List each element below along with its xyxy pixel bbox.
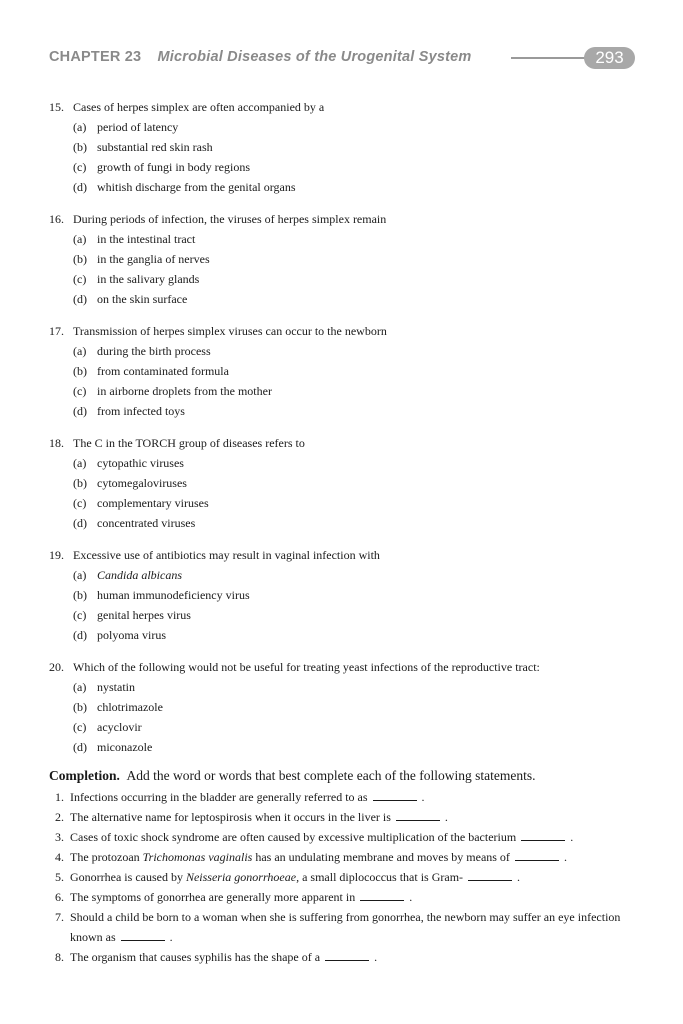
- option-text: Candida albicans: [97, 568, 183, 582]
- question-stem: Excessive use of antibiotics may result in vaginal infection with: [73, 548, 380, 562]
- option-text: in the intestinal tract: [97, 232, 196, 246]
- completion-text-end: .: [169, 930, 173, 944]
- option-label: (a): [73, 680, 87, 694]
- option-text: whitish discharge from the genital organs: [97, 180, 296, 194]
- option-text: period of latency: [97, 120, 179, 134]
- page-header: [49, 47, 639, 71]
- option-label: (c): [73, 496, 87, 510]
- chapter-title: Microbial Diseases of the Urogenital System: [157, 49, 472, 65]
- option-label: (a): [73, 344, 87, 358]
- option-label: (c): [73, 384, 87, 398]
- organism-name: Neisseria gonorrhoeae,: [185, 870, 300, 884]
- question-stem-line: [49, 657, 649, 677]
- answer-option: [49, 677, 649, 697]
- answer-option: [49, 117, 649, 137]
- answer-option: [49, 565, 649, 585]
- completion-text-body: The symptoms of gonorrhea are generally more apparent in: [70, 890, 356, 904]
- answer-option: [49, 341, 649, 361]
- question-stem-line: [49, 545, 649, 565]
- answer-option: [49, 157, 649, 177]
- option-text: genital herpes virus: [97, 608, 191, 622]
- completion-item: [49, 907, 639, 947]
- question-stem: Which of the following would not be useful for treating yeast infections of the reproductive tract:: [73, 660, 540, 674]
- option-label: (c): [73, 272, 87, 286]
- completion-number: 8.: [55, 950, 64, 964]
- option-text: complementary viruses: [97, 496, 209, 510]
- question: [49, 545, 649, 645]
- answer-blank[interactable]: [373, 789, 417, 801]
- answer-option: [49, 401, 649, 421]
- answer-option: [49, 625, 649, 645]
- option-text: polyoma virus: [97, 628, 166, 642]
- completion-item: [49, 827, 639, 847]
- question: [49, 209, 649, 309]
- answer-option: [49, 493, 649, 513]
- completion-text-body: has an undulating membrane and moves by means of: [255, 850, 510, 864]
- answer-option: [49, 269, 649, 289]
- completion-text-body: a small diplococcus that is Gram-: [302, 870, 464, 884]
- option-label: (b): [73, 700, 87, 714]
- option-text: in airborne droplets from the mother: [97, 384, 272, 398]
- completion-heading: Completion.: [49, 768, 120, 783]
- answer-option: [49, 177, 649, 197]
- multiple-choice-questions: [49, 97, 649, 769]
- option-label: (d): [73, 740, 87, 754]
- answer-blank[interactable]: [515, 849, 559, 861]
- completion-text-end: .: [444, 810, 448, 824]
- completion-number: 3.: [55, 830, 64, 844]
- completion-number: 4.: [55, 850, 64, 864]
- answer-blank[interactable]: [360, 889, 404, 901]
- completion-text-end: .: [374, 950, 378, 964]
- answer-blank[interactable]: [325, 949, 369, 961]
- question: [49, 657, 649, 757]
- completion-text-end: .: [517, 870, 521, 884]
- option-label: (c): [73, 160, 87, 174]
- option-text: substantial red skin rash: [97, 140, 213, 154]
- question-number: 17.: [49, 324, 64, 338]
- completion-instructions: Add the word or words that best complete each of the following statements.: [126, 768, 536, 783]
- option-text: concentrated viruses: [97, 516, 196, 530]
- answer-option: [49, 585, 649, 605]
- completion-text: [70, 807, 639, 827]
- answer-option: [49, 361, 649, 381]
- completion-text: [70, 827, 639, 847]
- question-stem-line: [49, 433, 649, 453]
- page-number: 293: [584, 47, 635, 69]
- option-text: chlotrimazole: [97, 700, 163, 714]
- option-text: acyclovir: [97, 720, 142, 734]
- question-number: 20.: [49, 660, 64, 674]
- chapter-number: CHAPTER 23: [49, 49, 142, 65]
- option-label: (a): [73, 456, 87, 470]
- answer-option: [49, 289, 649, 309]
- completion-text: [70, 787, 639, 807]
- option-label: (d): [73, 180, 87, 194]
- question-stem: Transmission of herpes simplex viruses can occur to the newborn: [73, 324, 387, 338]
- option-label: (b): [73, 588, 87, 602]
- question-stem: Cases of herpes simplex are often accompanied by a: [73, 100, 325, 114]
- option-label: (a): [73, 232, 87, 246]
- answer-option: [49, 473, 649, 493]
- completion-item: [49, 787, 639, 807]
- completion-text-body: The organism that causes syphilis has the shape of a: [70, 950, 321, 964]
- question-stem: During periods of infection, the viruses of herpes simplex remain: [73, 212, 387, 226]
- completion-text-end: .: [421, 790, 425, 804]
- question-number: 15.: [49, 100, 64, 114]
- option-label: (c): [73, 608, 87, 622]
- option-label: (a): [73, 120, 87, 134]
- completion-text-body: The alternative name for leptospirosis when it occurs in the liver is: [70, 810, 391, 824]
- option-text: on the skin surface: [97, 292, 188, 306]
- completion-number: 7.: [55, 910, 64, 924]
- header-rule: [511, 57, 591, 59]
- option-text: cytomegaloviruses: [97, 476, 187, 490]
- option-label: (d): [73, 292, 87, 306]
- completion-item: [49, 947, 639, 967]
- option-text: during the birth process: [97, 344, 211, 358]
- completion-number: 1.: [55, 790, 64, 804]
- option-label: (c): [73, 720, 87, 734]
- completion-heading-line: [49, 766, 639, 786]
- completion-text: [70, 887, 639, 907]
- answer-option: [49, 381, 649, 401]
- option-label: (d): [73, 628, 87, 642]
- completion-text: [70, 867, 639, 887]
- answer-option: [49, 737, 649, 757]
- completion-text-body: Infections occurring in the bladder are generally referred to as: [70, 790, 368, 804]
- answer-blank[interactable]: [521, 829, 565, 841]
- option-label: (a): [73, 568, 87, 582]
- completion-section: [49, 766, 639, 967]
- answer-option: [49, 249, 649, 269]
- option-label: (b): [73, 140, 87, 154]
- option-text: in the salivary glands: [97, 272, 200, 286]
- question-stem-line: [49, 209, 649, 229]
- answer-option: [49, 229, 649, 249]
- organism-name: Trichomonas vaginalis: [142, 850, 253, 864]
- completion-text-lead: The protozoan: [70, 850, 140, 864]
- completion-text: [70, 947, 639, 967]
- completion-item: [49, 807, 639, 827]
- answer-option: [49, 717, 649, 737]
- answer-option: [49, 605, 649, 625]
- completion-number: 5.: [55, 870, 64, 884]
- completion-text-end: .: [409, 890, 413, 904]
- running-head: [49, 49, 471, 65]
- completion-text-end: .: [570, 830, 574, 844]
- completion-text: [70, 847, 639, 867]
- completion-text-end: .: [563, 850, 567, 864]
- question-stem: The C in the TORCH group of diseases refers to: [73, 436, 305, 450]
- question-stem-line: [49, 97, 649, 117]
- completion-item: [49, 847, 639, 867]
- option-text: cytopathic viruses: [97, 456, 184, 470]
- question: [49, 433, 649, 533]
- option-text: in the ganglia of nerves: [97, 252, 210, 266]
- option-text: miconazole: [97, 740, 153, 754]
- question-number: 16.: [49, 212, 64, 226]
- option-text: from contaminated formula: [97, 364, 229, 378]
- answer-blank[interactable]: [396, 809, 440, 821]
- question-stem-line: [49, 321, 649, 341]
- option-text: nystatin: [97, 680, 135, 694]
- completion-text-body: Cases of toxic shock syndrome are often caused by excessive multiplication of the bacterium: [70, 830, 517, 844]
- answer-option: [49, 137, 649, 157]
- option-label: (b): [73, 476, 87, 490]
- option-label: (d): [73, 516, 87, 530]
- completion-text-lead: Gonorrhea is caused by: [70, 870, 183, 884]
- option-text: from infected toys: [97, 404, 185, 418]
- question: [49, 97, 649, 197]
- answer-option: [49, 697, 649, 717]
- answer-blank[interactable]: [121, 929, 165, 941]
- answer-option: [49, 453, 649, 473]
- question-number: 18.: [49, 436, 64, 450]
- completion-number: 6.: [55, 890, 64, 904]
- question: [49, 321, 649, 421]
- completion-text-body: Should a child be born to a woman when she is suffering from gonorrhea, the newborn may suffer an eye infection known as: [70, 910, 621, 944]
- option-text: human immunodeficiency virus: [97, 588, 250, 602]
- option-text: growth of fungi in body regions: [97, 160, 250, 174]
- answer-option: [49, 513, 649, 533]
- question-number: 19.: [49, 548, 64, 562]
- completion-item: [49, 867, 639, 887]
- completion-text: [70, 907, 639, 947]
- answer-blank[interactable]: [468, 869, 512, 881]
- completion-items: [49, 787, 639, 967]
- option-label: (d): [73, 404, 87, 418]
- completion-item: [49, 887, 639, 907]
- option-label: (b): [73, 252, 87, 266]
- completion-number: 2.: [55, 810, 64, 824]
- option-label: (b): [73, 364, 87, 378]
